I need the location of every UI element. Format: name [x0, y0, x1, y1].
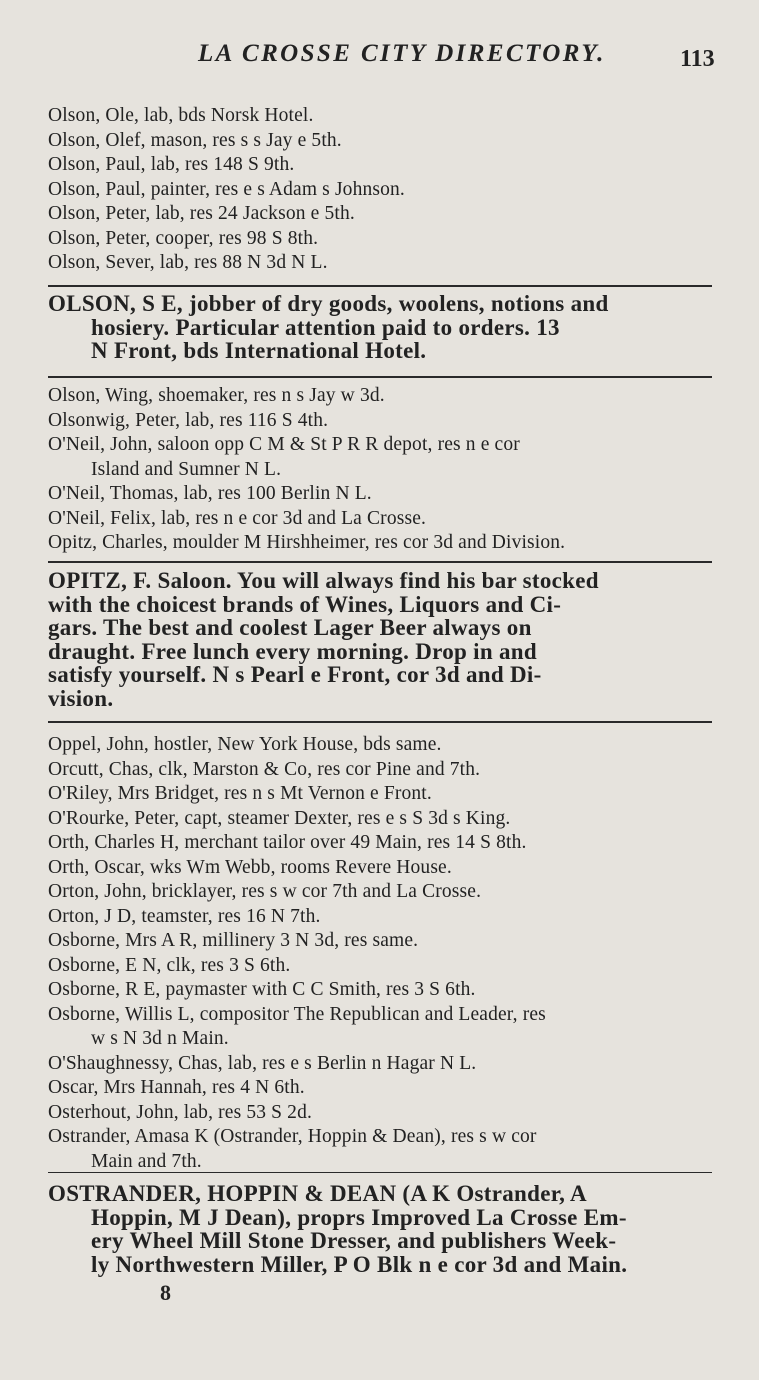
- entries-oppel-ostrander: [48, 733, 712, 1174]
- list-item: Osborne, E N, clk, res 3 S 6th.: [48, 954, 291, 976]
- list-item: Osborne, Willis L, compositor The Republican and Leader, res: [48, 1003, 546, 1025]
- list-item: Osborne, R E, paymaster with C C Smith, res 3 S 6th.: [48, 979, 476, 1000]
- divider: [48, 376, 712, 378]
- divider: [48, 721, 712, 723]
- ad-line: N Front, bds International Hotel.: [91, 338, 427, 363]
- ad-line: OSTRANDER, HOPPIN & DEAN (A K Ostrander, A: [48, 1181, 587, 1206]
- divider: [48, 285, 712, 287]
- divider: [48, 1172, 712, 1173]
- list-item: Osborne, Mrs A R, millinery 3 N 3d, res same.: [48, 930, 419, 951]
- ad-line: satisfy yourself. N s Pearl e Front, cor 3d and Di-: [48, 662, 542, 687]
- list-item: Orth, Charles H, merchant tailor over 49 Main, res 14 S 8th.: [48, 832, 527, 853]
- signature-mark: 8: [160, 1280, 171, 1305]
- entries-olson-opitz: [48, 384, 712, 556]
- list-item: Olson, Paul, lab, res 148 S 9th.: [48, 154, 295, 175]
- list-item: Orcutt, Chas, clk, Marston & Co, res cor Pine and 7th.: [48, 758, 481, 780]
- list-item: Olson, Sever, lab, res 88 N 3d N L.: [48, 252, 328, 273]
- list-item: Orton, J D, teamster, res 16 N 7th.: [48, 905, 321, 927]
- list-item: Olson, Olef, mason, res s s Jay e 5th.: [48, 129, 342, 151]
- list-item: Orton, John, bricklayer, res s w cor 7th and La Crosse.: [48, 881, 482, 902]
- ad-line: gars. The best and coolest Lager Beer always on: [48, 615, 532, 640]
- list-item: Oppel, John, hostler, New York House, bds same.: [48, 734, 442, 755]
- ad-line: OPITZ, F. Saloon. You will always find his bar stocked: [48, 568, 599, 593]
- advertisement-ostrander: [48, 1182, 713, 1276]
- ad-line: with the choicest brands of Wines, Liquors and Ci-: [48, 591, 562, 617]
- ad-line: draught. Free lunch every morning. Drop in and: [48, 638, 537, 664]
- entries-olson: [48, 104, 712, 276]
- list-item: O'Shaughnessy, Chas, lab, res e s Berlin n Hagar N L.: [48, 1052, 477, 1074]
- advertisement-olson: [48, 292, 713, 363]
- ad-line: Hoppin, M J Dean), proprs Improved La Crosse Em-: [91, 1204, 627, 1230]
- list-item: Ostrander, Amasa K (Ostrander, Hoppin & Dean), res s w cor: [48, 1126, 537, 1147]
- list-item-continuation: Island and Sumner N L.: [91, 458, 282, 480]
- list-item: Olson, Paul, painter, res e s Adam s Johnson.: [48, 178, 405, 200]
- list-item: Olson, Wing, shoemaker, res n s Jay w 3d.: [48, 385, 385, 406]
- list-item: Osterhout, John, lab, res 53 S 2d.: [48, 1101, 312, 1123]
- page-header: [0, 40, 759, 76]
- list-item: Oscar, Mrs Hannah, res 4 N 6th.: [48, 1077, 305, 1098]
- ad-line: ly Northwestern Miller, P O Blk n e cor 3d and Main.: [91, 1251, 628, 1277]
- list-item: O'Riley, Mrs Bridget, res n s Mt Vernon e Front.: [48, 783, 432, 804]
- list-item: O'Neil, Thomas, lab, res 100 Berlin N L.: [48, 483, 372, 504]
- list-item: Olson, Peter, lab, res 24 Jackson e 5th.: [48, 203, 355, 224]
- list-item-continuation: w s N 3d n Main.: [91, 1028, 229, 1049]
- ad-line: ery Wheel Mill Stone Dresser, and publishers Week-: [91, 1228, 617, 1253]
- running-title: LA CROSSE CITY DIRECTORY.: [198, 40, 606, 67]
- list-item: O'Rourke, Peter, capt, steamer Dexter, res e s S 3d s King.: [48, 807, 511, 829]
- ad-line: hosiery. Particular attention paid to orders. 13: [91, 314, 560, 340]
- list-item: Orth, Oscar, wks Wm Webb, rooms Revere House.: [48, 856, 452, 878]
- list-item: Olsonwig, Peter, lab, res 116 S 4th.: [48, 409, 329, 431]
- list-item-continuation: Main and 7th.: [91, 1150, 202, 1172]
- list-item: Olson, Ole, lab, bds Norsk Hotel.: [48, 105, 314, 126]
- list-item: Opitz, Charles, moulder M Hirshheimer, res cor 3d and Division.: [48, 532, 566, 553]
- ad-line: vision.: [48, 685, 114, 711]
- ad-line: OLSON, S E, jobber of dry goods, woolens, notions and: [48, 291, 609, 316]
- list-item: O'Neil, John, saloon opp C M & St P R R depot, res n e cor: [48, 434, 520, 455]
- divider: [48, 561, 712, 563]
- advertisement-opitz: [48, 569, 713, 710]
- list-item: Olson, Peter, cooper, res 98 S 8th.: [48, 227, 319, 249]
- page-number: 113: [680, 46, 715, 72]
- list-item: O'Neil, Felix, lab, res n e cor 3d and La Crosse.: [48, 507, 427, 529]
